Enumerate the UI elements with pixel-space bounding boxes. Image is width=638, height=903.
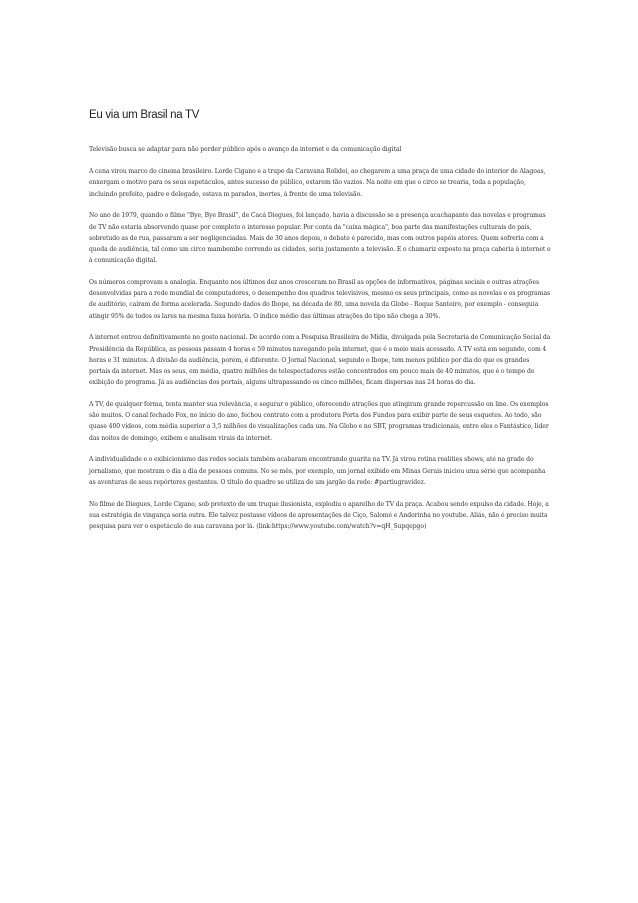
body-paragraph: Os números comprovam a analogia. Enquanto nos últimos dez anos cresceram no Brasil as opções de informativos, páginas sociais e outras atrações desenvolvidas para a rede mundial de computadores, o desempenho dos quadros televisivos, mesmo os seus principais, como as novelas e os programas de auditório, caíram de forma acelerada. Segundo dados do Ibope, na década de 80, uma novela da Globo - Roque Santeiro, por exemplo - conseguia atingir 95% de todos os lares na mesma faixa horária. O índice médio das últimas atrações do tipo não chega a 30%. bbox=[89, 279, 551, 320]
body-paragraph: A cena virou marco do cinema brasileiro. Lorde Cigano e a trupe da Caravana Rolidei, ao chegarem a uma praça de uma cidade do interior de Alagoas, enxergam o motivo para os seus espetáculos, antes sucesso de público, estarem tão vazios. Na noite em que o circo se trearia, toda a população, incluindo prefeito, padre e delegado, estava m parados, inertes, à frente de uma televisão. bbox=[89, 168, 546, 198]
subtitle-paragraph: Televisão busca se adaptar para não perder público após o avanço da internet e da comunicação digital bbox=[89, 146, 402, 153]
body-paragraph: A internet entrou definitivamente no gosto nacional. De acordo com a Pesquisa Brasileira de Mídia, divulgada pela Secretaria de Comunicação Social da Presidência da República, as pessoas passam 4 horas e 59 minutos navegando pela internet, que é o meio mais acessado. A TV está em segundo, com 4 horas e 31 minutos. A divisão da audiência, porém, é diferente. O Jornal Nacional, segundo o Ibope, tem menos público por dia do que os grandes portais da internet. Mas os seus, em média, quatro milhões de telespectadores estão concentrados em pouco mais de 40 minutos, que é o tempo de exibição do programa. Já as audiências dos portais, alguns ultrapassando os cinco milhões, ficam dispersas nas 24 horas do dia. bbox=[89, 334, 551, 387]
body-paragraph: No ano de 1979, quando o filme "Bye, Bye Brasil", de Cacá Diegues, foi lançado, havia a discussão se a presença acachapante das novelas e programas de TV não estaria absorvendo quase por completo o interesse popular. Por conta da "caixa mágica", boa parte das manifestações culturais do país, sobretudo as de rua, passaram a ser negligenciadas. Mais de 30 anos depois, o debate é parecido, mas com outros papéis atores. Quem sofreria com a queda de audiência, tal como um circo mambembe correndo as cidades, seria justamente a televisão. E o chamariz exposto na praça caberia à internet e à comunicação digital. bbox=[89, 212, 551, 265]
document-page bbox=[89, 108, 551, 543]
body-paragraph: A TV, de qualquer forma, tenta manter sua relevância, e segurar o público, oferecendo atrações que atingiram grande repercussão on line. Os exemplos são muitos. O canal fechado Fox, no início do ano, fechou contrato com a produtora Porta dos Fundos para exibir parte de seus esquetes. Ao todo, são quase 400 vídeos, com média superior a 3,5 milhões de visualizações cada um. Na Globo e no SBT, programas tradicionais, entre eles o Fantástico, líder das noites de domingo, exibem e analisam virais da internet. bbox=[89, 401, 549, 442]
body-paragraph: A individualidade e o exibicionismo das redes sociais também acabaram encontrando guarita na TV. Já virou rotina realities shows, até na grade do jornalismo, que mostram o dia a dia de pessoas comuns. No se mês, por exemplo, um jornal exibido em Minas Gerais iniciou uma série que acompanha as aventuras de seus repórteres gestantes. O título do quadro se utiliza de um jargão da rede: #partiugravidez. bbox=[89, 456, 546, 486]
body-paragraph: No filme de Diegues, Lorde Cigano, sob pretexto de um truque ilusionista, explodiu o aparelho de TV da praça. Acabou sendo expulso da cidade. Hoje, a sua estratégia de vingança seria outra. Ele talvez postasse vídeos de apresentações de Ciço, Salomé e Andorinha no youtube. Aliás, não é preciso muita pesquisa para ver o espetáculo de sua caravana por lá. (link:https://www.youtube.com/watch?v=qH_Supqepgo) bbox=[89, 500, 549, 531]
document-title: Eu via um Brasil na TV bbox=[89, 109, 200, 121]
